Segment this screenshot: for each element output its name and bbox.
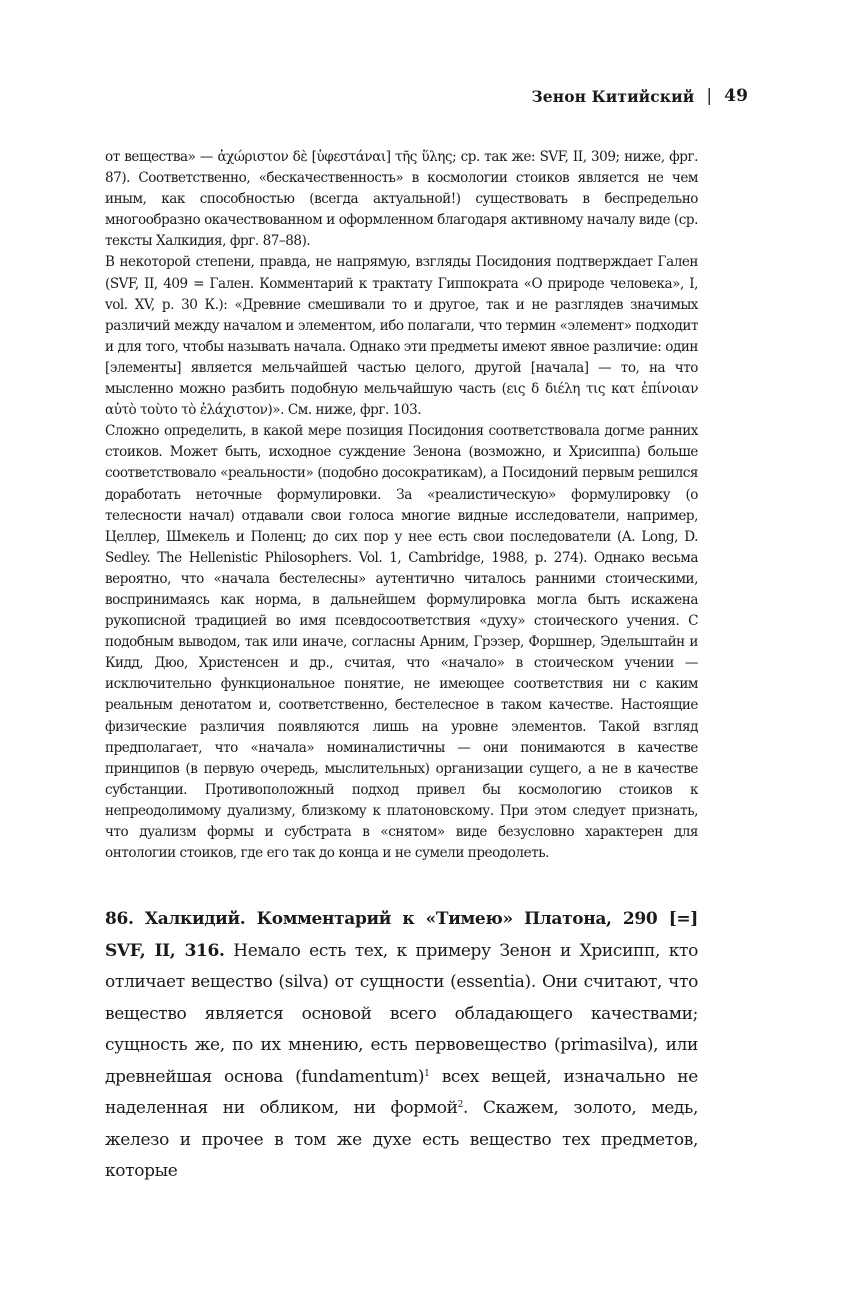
page-number: 49 xyxy=(724,86,748,106)
note-paragraph: от вещества» — ἀχώριστον δὲ [ὑφεστάναι] τῆς ὕλης; ср. так же: SVF, II, 309; ниже, фрг. 87). Соответственно, «бескачественность» в космологии стоиков является не чем иным, как способностью (всегда актуальной!) существовать в беспредельно многообразно окачествованном и оформленном благодаря активному началу виде (ср. тексты Халкидия, фрг. 87–88). xyxy=(105,149,698,250)
fragment-heading: 86. Халкидий. Комментарий к «Тимею» Платона, 290 [=] SVF, II, 316. xyxy=(105,909,698,961)
running-head xyxy=(532,86,748,106)
running-head-title: Зенон Китийский xyxy=(531,86,695,106)
running-head-separator: | xyxy=(706,86,713,106)
fragment-paragraph xyxy=(105,904,698,1188)
note-paragraph: В некоторой степени, правда, не напрямую, взгляды Посидония подтверждает Гален (SVF, II, 409 = Гален. Комментарий к трактату Гиппократа «О природе человека», I, vol. XV, p. 30 К.): «Древние смешивали то и другое, так и не разглядев значимых различий между началом и элементом, ибо полагали, что термин «элемент» подходит и для того, чтобы называть начала. Однако эти предметы имеют явное различие: один [элементы] является мельчайшей частью целого, другой [начала] — то, на что мысленно можно разбить подобную мельчайшую часть (εις δ διέλη τις κατ ἐπίνοιαν αὐτὸ τοὺτο τὸ ἐλάχιστον)». См. ниже, фрг. 103. xyxy=(105,254,698,419)
commentary-notes xyxy=(105,147,698,864)
fragment-text: . Скажем, золото, медь, железо и прочее в том же духе есть вещество тех предметов, которые xyxy=(105,1098,698,1181)
fragment-86 xyxy=(105,904,698,1188)
fragment-text: Немало есть тех, к примеру Зенон и Хрисипп, кто отличает вещество (silva) от сущности (essentia). Они считают, что вещество является основой всего обладающего качествами; сущность же, по их мнению, есть первовещество (primasilva), или древнейшая основа (fundamentum) xyxy=(105,940,698,1087)
footnote-ref-2[interactable]: 2 xyxy=(457,1100,463,1110)
note-paragraph: Сложно определить, в какой мере позиция Посидония соответствовала догме ранних стоиков. Может быть, исходное суждение Зенона (возможно, и Хрисиппа) больше соответствовало «реальности» (подобно досократикам), а Посидоний первым решился доработать неточные формулировки. За «реалистическую» формулировку (о телесности начал) отдавали свои голоса многие видные исследователи, например, Целлер, Шмекель и Поленц; до сих пор у нее есть свои последователи (A. Long, D. Sedley. The Hellenistic Philosophers. Vol. 1, Cambridge, 1988, p. 274). Однако весьма вероятно, что «начала бестелесны» аутентично читалось ранними стоическими, воспринимаясь как норма, в дальнейшем формулировка могла быть искажена рукописной традицией во имя псевдосоответствия «духу» стоического учения. С подобным выводом, так или иначе, согласны Арним, Грэзер, Форшнер, Эдельштайн и Кидд, Дюо, Христенсен и др., считая, что «начало» в стоическом учении — исключительно функциональное понятие, не имеющее соответствия ни с каким реальным денотатом и, соответственно, бестелесное в таком качестве. Настоящие физические различия появляются лишь на уровне элементов. Такой взгляд предполагает, что «начала» номиналистичны — они понимаются в качестве принципов (в первую очередь, мыслительных) организации сущего, а не в качестве субстанции. Противоположный подход привел бы космологию стоиков к непреодолимому дуализму, близкому к платоновскому. При этом следует признать, что дуализм формы и субстрата в «снятом» виде безусловно характерен для онтологии стоиков, где его так до конца и не сумели преодолеть. xyxy=(105,423,698,862)
fragment-text: всех вещей, изначально не наделенная ни обликом, ни формой xyxy=(105,1066,698,1118)
footnote-ref-1[interactable]: 1 xyxy=(424,1068,430,1079)
